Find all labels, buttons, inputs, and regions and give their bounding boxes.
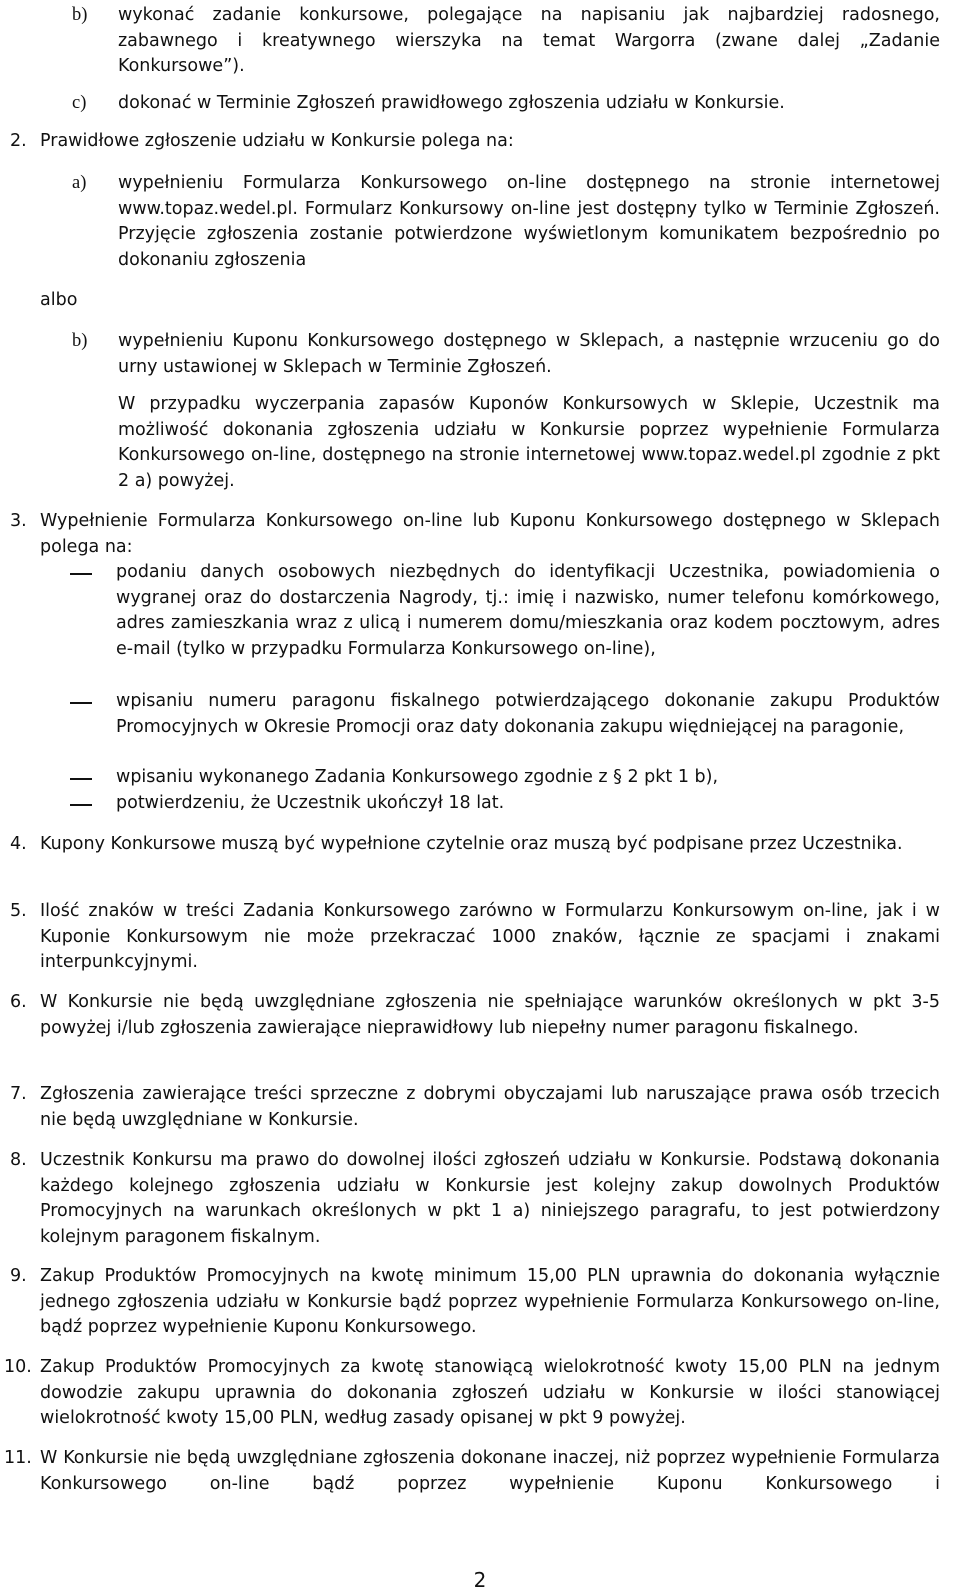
paragraph-6: W Konkursie nie będą uwzględniane zgłoszenia nie spełniające warunków określonych w pkt 3-5 powyżej i/lub zgłoszenia zawierające nieprawidłowy lub niepełny numer paragonu fiskalnego. [40, 992, 940, 1038]
dash-bullet-icon [70, 804, 92, 806]
paragraph-2a: wypełnieniu Formularza Konkursowego on-line dostępnego na stronie internetowej www.topaz.wedel.pl. Formularz Konkursowy on-line jest dostępny tylko w Terminie Zgłoszeń. Przyjęcie zgłoszenia zostanie potwierdzone wyświetlonym komunikatem bezpośrednio po dokonaniu zgłoszenia [118, 173, 940, 270]
paragraph-1c: dokonać w Terminie Zgłoszeń prawidłowego zgłoszenia udziału w Konkursie. [118, 93, 785, 113]
item-marker: b) [72, 5, 88, 25]
paragraph-5: Ilość znaków w treści Zadania Konkursowego zarówno w Formularzu Konkursowym on-line, jak i w Kuponie Konkursowym nie może przekraczać 1000 znaków, łącznie ze spacjami i znakami interpunkcyjnymi. [40, 901, 940, 972]
section-number: 9. [10, 1266, 27, 1286]
paragraph-11: W Konkursie nie będą uwzględniane zgłoszenia dokonane inaczej, niż poprzez wypełnienie Formularza Konkursowego on-line bądź poprzez wypełnienie Kuponu Konkursowego i [40, 1448, 940, 1494]
section-number: 8. [10, 1150, 27, 1170]
bullet-item: wpisaniu numeru paragonu fiskalnego potwierdzającego dokonanie zakupu Produktów Promocyjnych w Okresie Promocji oraz daty dokonania zakupu więdniejącej na paragonie, [116, 691, 940, 737]
paragraph-10: Zakup Produktów Promocyjnych za kwotę stanowiącą wielokrotność kwoty 15,00 PLN na jednym dowodzie zakupu uprawnia do dokonania zgłoszeń udziału w Konkursie w ilości stanowiącej wielokrotność kwoty 15,00 PLN, według zasady opisanej w pkt 9 powyżej. [40, 1357, 940, 1428]
section-number: 3. [10, 511, 27, 531]
section-2-intro: Prawidłowe zgłoszenie udziału w Konkursie polega na: [40, 131, 514, 151]
section-number: 6. [10, 992, 27, 1012]
bullet-item: potwierdzeniu, że Uczestnik ukończył 18 lat. [116, 793, 505, 813]
dash-bullet-icon [70, 702, 92, 704]
item-marker: a) [72, 173, 87, 193]
paragraph-8: Uczestnik Konkursu ma prawo do dowolnej ilości zgłoszeń udziału w Konkursie. Podstawą dokonania każdego kolejnego zgłoszenia udziału w Konkursie jest kolejny zakup dowolnych Produktów Promocyjnych na warunkach określonych w pkt 1 a) niniejszego paragrafu, to jest potwierdzony kolejnym paragonem fiskalnym. [40, 1150, 940, 1247]
bullet-item: podaniu danych osobowych niezbędnych do identyfikacji Uczestnika, powiadomienia o wygranej oraz do dostarczenia Nagrody, tj.: imię i nazwisko, numer telefonu komórkowego, adres zamieszkania wraz z ulicą i numerem domu/mieszkania oraz kodem pocztowym, adres e-mail (tylko w przypadku Formularza Konkursowego on-line), [116, 562, 940, 659]
section-number: 7. [10, 1084, 27, 1104]
section-number: 10. [4, 1357, 32, 1377]
paragraph-2-note: W przypadku wyczerpania zapasów Kuponów Konkursowych w Sklepie, Uczestnik ma możliwość dokonania zgłoszenia udziału w Konkursie poprzez wypełnienie Formularza Konkursowego on-line, dostępnego na stronie internetowej www.topaz.wedel.pl zgodnie z pkt 2 a) powyżej. [118, 394, 940, 491]
section-number: 11. [4, 1448, 32, 1468]
paragraph-2b: wypełnieniu Kuponu Konkursowego dostępnego w Sklepach, a następnie wrzuceniu go do urny ustawionej w Sklepach w Terminie Zgłoszeń. [118, 331, 940, 377]
item-marker: c) [72, 93, 87, 113]
section-number: 5. [10, 901, 27, 921]
section-number: 4. [10, 834, 27, 854]
dash-bullet-icon [70, 573, 92, 575]
dash-bullet-icon [70, 778, 92, 780]
page-number: 2 [473, 1568, 487, 1592]
section-3-intro: Wypełnienie Formularza Konkursowego on-line lub Kuponu Konkursowego dostępnego w Sklepach polega na: [40, 511, 940, 557]
paragraph-9: Zakup Produktów Promocyjnych na kwotę minimum 15,00 PLN uprawnia do dokonania wyłącznie jednego zgłoszenia udziału w Konkursie bądź poprzez wypełnienie Formularza Konkursowego on-line, bądź poprzez wypełnienie Kuponu Konkursowego. [40, 1266, 940, 1337]
paragraph-1b: wykonać zadanie konkursowe, polegające na napisaniu jak najbardziej radosnego, zabawnego i kreatywnego wierszyka na temat Wargorra (zwane dalej „Zadanie Konkursowe”). [118, 5, 940, 76]
section-number: 2. [10, 131, 27, 151]
paragraph-7: Zgłoszenia zawierające treści sprzeczne z dobrymi obyczajami lub naruszające prawa osób trzecich nie będą uwzględniane w Konkursie. [40, 1084, 940, 1130]
item-marker: b) [72, 331, 88, 351]
paragraph-4: Kupony Konkursowe muszą być wypełnione czytelnie oraz muszą być podpisane przez Uczestnika. [40, 834, 903, 854]
albo-text: albo [40, 290, 78, 310]
bullet-item: wpisaniu wykonanego Zadania Konkursowego zgodnie z § 2 pkt 1 b), [116, 767, 719, 787]
